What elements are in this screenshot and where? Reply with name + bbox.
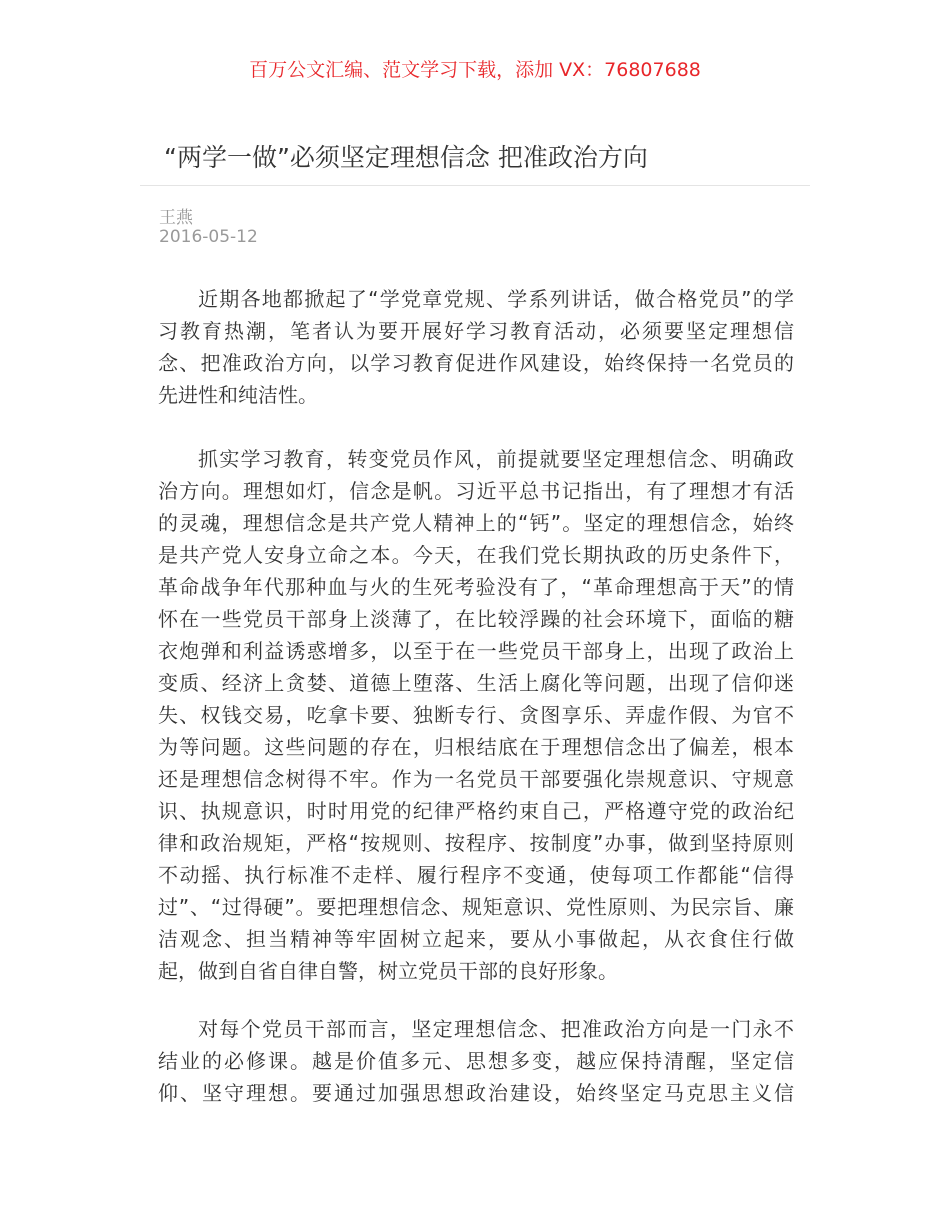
article-author: 王燕 — [159, 208, 193, 228]
text-line: 抓实学习教育，转变党员作风，前提就要坚定理想信念、明确政 — [198, 447, 794, 471]
article-title: “两学一做”必须坚定理想信念 把准政治方向 — [164, 143, 648, 172]
title-divider — [140, 185, 810, 186]
text-line: 律和政治规矩，严格“按规则、按程序、按制度”办事，做到坚持原则 — [158, 831, 794, 855]
text-line: 衣炮弹和利益诱惑增多，以至于在一些党员干部身上，出现了政治上 — [158, 639, 794, 663]
text-line: 习教育热潮，笔者认为要开展好学习教育活动，必须要坚定理想信 — [158, 319, 794, 343]
text-line: 念、把准政治方向，以学习教育促进作风建设，始终保持一名党员的 — [158, 351, 794, 375]
text-line: 起，做到自省自律自警，树立党员干部的良好形象。 — [158, 959, 618, 983]
text-line: 结业的必修课。越是价值多元、思想多变，越应保持清醒，坚定信 — [158, 1049, 794, 1073]
paragraph-3 — [158, 1013, 794, 1109]
text-line: 怀在一些党员干部身上淡薄了，在比较浮躁的社会环境下，面临的糖 — [158, 607, 794, 631]
text-line: 先进性和纯洁性。 — [158, 383, 318, 407]
watermark-banner: 百万公文汇编、范文学习下载，添加 VX：76807688 — [249, 59, 701, 81]
text-line: 变质、经济上贪婪、道德上堕落、生活上腐化等问题，出现了信仰迷 — [158, 671, 794, 695]
text-line: 革命战争年代那种血与火的生死考验没有了，“革命理想高于天”的情 — [158, 575, 794, 599]
text-line: 失、权钱交易，吃拿卡要、独断专行、贪图享乐、弄虚作假、为官不 — [158, 703, 794, 727]
text-line: 仰、坚守理想。要通过加强思想政治建设，始终坚定马克思主义信 — [158, 1081, 794, 1105]
text-line: 过”、“过得硬”。要把理想信念、规矩意识、党性原则、为民宗旨、廉 — [158, 895, 794, 919]
text-line: 对每个党员干部而言，坚定理想信念、把准政治方向是一门永不 — [198, 1017, 794, 1041]
text-line: 治方向。理想如灯，信念是帆。习近平总书记指出，有了理想才有活 — [158, 479, 794, 503]
text-line: 是共产党人安身立命之本。今天，在我们党长期执政的历史条件下， — [158, 543, 794, 567]
text-line: 识、执规意识，时时用党的纪律严格约束自己，严格遵守党的政治纪 — [158, 799, 794, 823]
paragraph-2 — [158, 443, 794, 987]
text-line: 近期各地都掀起了“学党章党规、学系列讲话，做合格党员”的学 — [198, 287, 794, 311]
article-date: 2016-05-12 — [159, 227, 258, 247]
text-line: 为等问题。这些问题的存在，归根结底在于理想信念出了偏差，根本 — [158, 735, 794, 759]
text-line: 还是理想信念树得不牢。作为一名党员干部要强化崇规意识、守规意 — [158, 767, 794, 791]
text-line: 不动摇、执行标准不走样、履行程序不变通，使每项工作都能“信得 — [158, 863, 794, 887]
text-line: 洁观念、担当精神等牢固树立起来，要从小事做起，从衣食住行做 — [158, 927, 794, 951]
text-line: 的灵魂，理想信念是共产党人精神上的“钙”。坚定的理想信念，始终 — [158, 511, 794, 535]
paragraph-1 — [158, 283, 794, 411]
